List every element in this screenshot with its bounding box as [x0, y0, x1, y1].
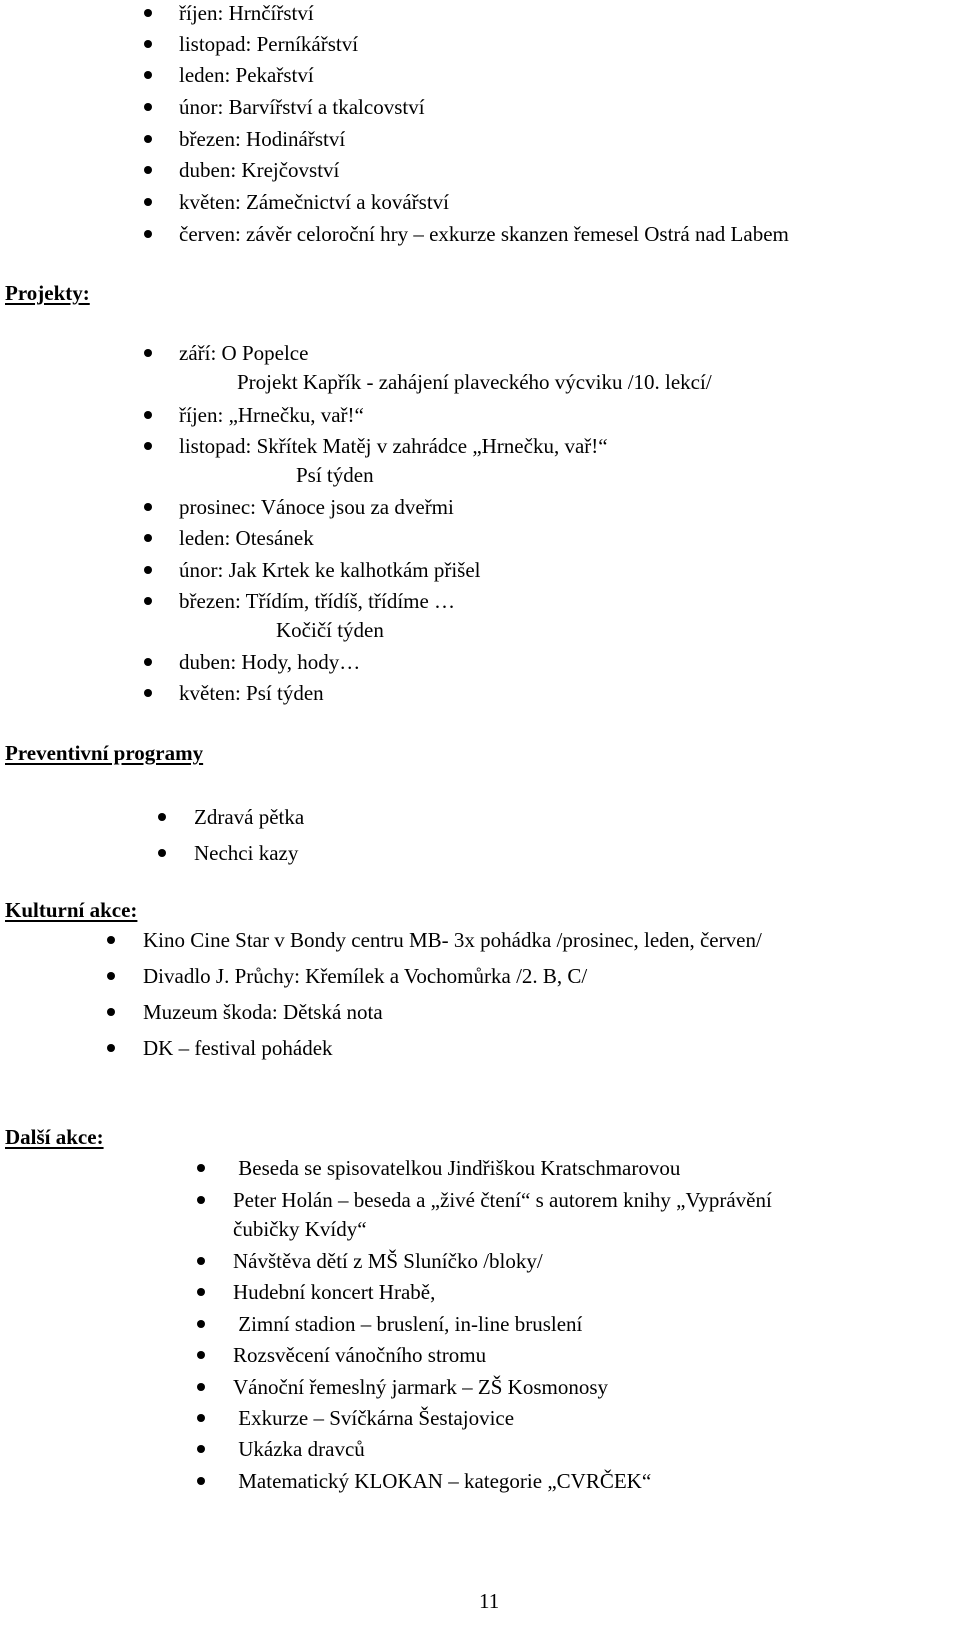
list-item: Nechci kazy: [194, 841, 299, 865]
list-item-subline: Kočičí týden: [276, 618, 384, 642]
bullet-icon: [144, 166, 152, 174]
list-item: březen: Třídím, třídíš, třídíme …: [179, 589, 456, 613]
bullet-icon: [144, 9, 152, 17]
list-item: duben: Krejčovství: [179, 158, 340, 182]
bullet-icon: [158, 849, 166, 857]
list-item-subline: Projekt Kapřík - zahájení plaveckého výcviku /10. lekcí/: [237, 370, 712, 394]
page-number: 11: [479, 1589, 500, 1613]
list-item: květen: Zámečnictví a kovářství: [179, 190, 449, 214]
bullet-icon: [144, 503, 152, 511]
list-item: únor: Jak Krtek ke kalhotkám přišel: [179, 558, 481, 582]
bullet-icon: [144, 135, 152, 143]
bullet-icon: [144, 411, 152, 419]
bullet-icon: [144, 230, 152, 238]
bullet-icon: [197, 1320, 205, 1328]
bullet-icon: [144, 566, 152, 574]
list-item: listopad: Skřítek Matěj v zahrádce „Hrnečku, vař!“: [179, 434, 608, 458]
list-item: duben: Hody, hody…: [179, 650, 361, 674]
list-item: říjen: „Hrnečku, vař!“: [179, 403, 364, 427]
list-item: Kino Cine Star v Bondy centru MB- 3x pohádka /prosinec, leden, červen/: [143, 928, 762, 952]
bullet-icon: [144, 597, 152, 605]
list-item: Zdravá pětka: [194, 805, 305, 829]
list-item: leden: Otesánek: [179, 526, 314, 550]
bullet-icon: [107, 1008, 115, 1016]
bullet-icon: [107, 972, 115, 980]
bullet-icon: [158, 813, 166, 821]
bullet-icon: [144, 534, 152, 542]
list-item: březen: Hodinářství: [179, 127, 346, 151]
list-item: Matematický KLOKAN – kategorie „CVRČEK“: [233, 1469, 652, 1493]
bullet-icon: [144, 349, 152, 357]
section-heading-projects: Projekty:: [5, 281, 90, 305]
list-item-subline: Psí týden: [296, 463, 374, 487]
list-item: DK – festival pohádek: [143, 1036, 333, 1060]
bullet-icon: [197, 1445, 205, 1453]
bullet-icon: [197, 1257, 205, 1265]
section-heading-other: Další akce:: [5, 1125, 104, 1149]
bullet-icon: [197, 1477, 205, 1485]
section-heading-preventive: Preventivní programy: [5, 741, 204, 765]
list-item: Exkurze – Svíčkárna Šestajovice: [233, 1406, 515, 1430]
bullet-icon: [144, 689, 152, 697]
bullet-icon: [197, 1414, 205, 1422]
list-item: červen: závěr celoroční hry – exkurze skanzen řemesel Ostrá nad Labem: [179, 222, 789, 246]
bullet-icon: [197, 1351, 205, 1359]
bullet-icon: [144, 71, 152, 79]
bullet-icon: [197, 1383, 205, 1391]
bullet-icon: [107, 936, 115, 944]
list-item: Beseda se spisovatelkou Jindřiškou Kratschmarovou: [233, 1156, 681, 1180]
list-item-continuation: čubičky Kvídy“: [233, 1217, 367, 1241]
bullet-icon: [144, 198, 152, 206]
list-item: prosinec: Vánoce jsou za dveřmi: [179, 495, 454, 519]
list-item: Zimní stadion – bruslení, in-line bruslení: [233, 1312, 583, 1336]
list-item: Ukázka dravců: [233, 1437, 365, 1461]
bullet-icon: [197, 1288, 205, 1296]
list-item: Divadlo J. Průchy: Křemílek a Vochomůrka /2. B, C/: [143, 964, 588, 988]
bullet-icon: [144, 658, 152, 666]
bullet-icon: [144, 103, 152, 111]
list-item: říjen: Hrnčířství: [179, 1, 314, 25]
bullet-icon: [107, 1044, 115, 1052]
bullet-icon: [197, 1196, 205, 1204]
list-item: září: O Popelce: [179, 341, 309, 365]
list-item: leden: Pekařství: [179, 63, 314, 87]
list-item: listopad: Perníkářství: [179, 32, 359, 56]
list-item: Vánoční řemeslný jarmark – ZŠ Kosmonosy: [233, 1375, 609, 1399]
list-item: Hudební koncert Hrabě,: [233, 1280, 436, 1304]
list-item: květen: Psí týden: [179, 681, 324, 705]
bullet-icon: [144, 40, 152, 48]
list-item: Rozsvěcení vánočního stromu: [233, 1343, 487, 1367]
section-heading-cultural: Kulturní akce:: [5, 898, 138, 922]
bullet-icon: [197, 1164, 205, 1172]
list-item: Návštěva dětí z MŠ Sluníčko /bloky/: [233, 1249, 543, 1273]
bullet-icon: [144, 442, 152, 450]
list-item: Peter Holán – beseda a „živé čtení“ s autorem knihy „Vyprávění: [233, 1188, 772, 1212]
list-item: únor: Barvířství a tkalcovství: [179, 95, 425, 119]
list-item: Muzeum škoda: Dětská nota: [143, 1000, 383, 1024]
